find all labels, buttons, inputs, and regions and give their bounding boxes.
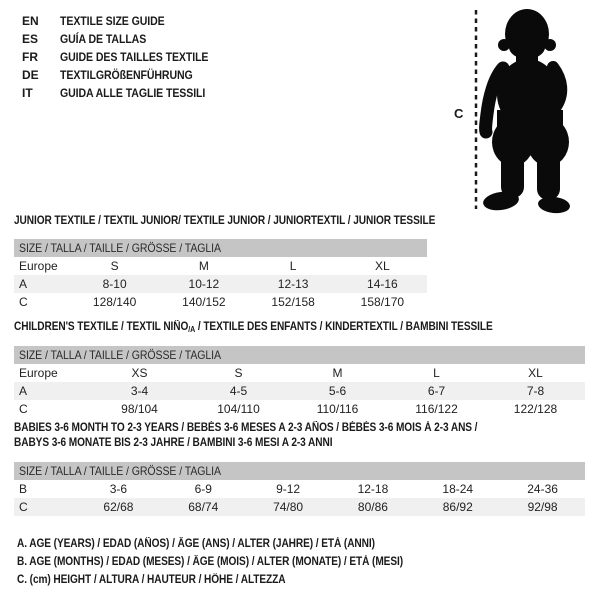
cell: 24-36: [527, 482, 558, 496]
junior-table-title: [14, 215, 493, 227]
row-label: C: [19, 295, 28, 309]
guide-title: TEXTILGRÖßENFÜHRUNG: [60, 68, 193, 82]
cell: 4-5: [229, 384, 248, 398]
cell: 5-6: [328, 384, 347, 398]
lang-row-fr: [22, 48, 229, 66]
row-label: B: [19, 482, 28, 496]
language-title-list: [22, 12, 229, 102]
lang-code: IT: [22, 86, 33, 100]
cell: 10-12: [188, 277, 220, 291]
row-label: A: [19, 384, 28, 398]
cell: 98/104: [121, 402, 158, 416]
cell: 3-4: [130, 384, 149, 398]
row-label: C: [19, 402, 28, 416]
babies-size-table: [14, 462, 585, 516]
legend-age-months: B. AGE (MONTHS) / EDAD (MESES) / ÂGE (MOIS) / ALTER (MONATE) / ETÀ (MESI): [17, 556, 404, 568]
children-size-table: [14, 346, 585, 418]
lang-code: DE: [22, 68, 39, 82]
guide-title: GUIDA ALLE TAGLIE TESSILI: [60, 86, 206, 100]
cell: 152/158: [271, 295, 315, 309]
cell: 18-24: [442, 482, 474, 496]
cell: 6-7: [427, 384, 446, 398]
cell: XL: [375, 259, 390, 273]
cell: 12-13: [277, 277, 309, 291]
lang-row-es: [22, 30, 229, 48]
size-header-text: SIZE / TALLA / TAILLE / GRÖSSE / TAGLIA: [19, 241, 221, 255]
size-header-row: [14, 239, 427, 257]
guide-title: GUIDE DES TAILLES TEXTILE: [60, 50, 209, 64]
cell: 14-16: [367, 277, 398, 291]
children-table-title-text: [14, 321, 493, 334]
lang-code: FR: [22, 50, 38, 64]
table-row-age-months: [14, 480, 585, 498]
cell: 86/92: [442, 500, 473, 514]
cell: 104/110: [217, 402, 260, 416]
junior-size-table: [14, 239, 427, 311]
cell: 74/80: [273, 500, 304, 514]
cell: 116/122: [415, 402, 458, 416]
title-suffix: / TEXTILE DES ENFANTS / KINDERTEXTIL / BAMBINI TESSILE: [195, 321, 493, 333]
cell: S: [110, 259, 119, 273]
row-label: Europe: [19, 366, 58, 380]
guide-title: GUÍA DE TALLAS: [60, 32, 147, 46]
lang-row-it: [22, 84, 229, 102]
cell: M: [198, 259, 209, 273]
cell: 110/116: [316, 402, 359, 416]
toddler-silhouette-icon: [440, 2, 600, 214]
cell: 158/170: [360, 295, 405, 309]
measurement-legend: [17, 535, 456, 589]
size-header-row: [14, 462, 585, 480]
cell: 8-10: [102, 277, 127, 291]
table-row-height: [14, 293, 427, 311]
cell: L: [289, 259, 297, 273]
cell: 80/86: [357, 500, 388, 514]
cell: 12-18: [357, 482, 389, 496]
table-row-europe: [14, 257, 427, 275]
cell: 140/152: [182, 295, 226, 309]
legend-height-cm: C. (cm) HEIGHT / ALTURA / HAUTEUR / HÖHE / ALTEZZA: [17, 574, 286, 586]
table-row-age: [14, 382, 585, 400]
row-label: Europe: [19, 259, 58, 273]
cell: 68/74: [188, 500, 219, 514]
cell: 62/68: [103, 500, 134, 514]
title-subscript: /A: [188, 325, 196, 334]
cell: 92/98: [527, 500, 558, 514]
cell: XS: [131, 366, 148, 380]
lang-row-en: [22, 12, 229, 30]
toddler-figure: [440, 2, 600, 214]
cell: 9-12: [276, 482, 301, 496]
cell: 7-8: [526, 384, 545, 398]
legend-age-years: A. AGE (YEARS) / EDAD (AÑOS) / ÂGE (ANS) / ALTER (JAHRE) / ETÀ (ANNI): [17, 538, 375, 550]
lang-code: ES: [22, 32, 39, 46]
size-header-row: [14, 346, 585, 364]
guide-title: TEXTILE SIZE GUIDE: [60, 14, 165, 28]
table-row-height: [14, 400, 585, 418]
lang-code: EN: [22, 14, 39, 28]
cell: S: [234, 366, 243, 380]
row-label: C: [19, 500, 28, 514]
cell: 122/128: [513, 402, 558, 416]
size-header-text: SIZE / TALLA / TAILLE / GRÖSSE / TAGLIA: [19, 348, 221, 362]
children-table-title: [14, 321, 558, 334]
cell: 6-9: [194, 482, 212, 496]
junior-table-title-text: JUNIOR TEXTILE / TEXTIL JUNIOR/ TEXTILE JUNIOR / JUNIORTEXTIL / JUNIOR TESSILE: [14, 215, 436, 227]
height-measure-label: C: [454, 106, 464, 121]
cell: 128/140: [92, 295, 137, 309]
row-label: A: [19, 277, 28, 291]
table-row-age: [14, 275, 427, 293]
toddler-silhouette-shape: [482, 9, 571, 214]
cell: M: [332, 366, 343, 380]
lang-row-de: [22, 66, 229, 84]
table-row-europe: [14, 364, 585, 382]
cell: XL: [528, 366, 543, 380]
size-header-text: SIZE / TALLA / TAILLE / GRÖSSE / TAGLIA: [19, 464, 221, 478]
babies-table-title: [14, 421, 541, 451]
table-row-height: [14, 498, 585, 516]
cell: 3-6: [109, 482, 128, 496]
babies-title-line1: BABIES 3-6 MONTH TO 2-3 YEARS / BEBÉS 3-6 MESES A 2-3 AÑOS / BÉBÉS 3-6 MOIS À 2-3 ANS /: [14, 422, 478, 434]
babies-title-line2: BABYS 3-6 MONATE BIS 2-3 JAHRE / BAMBINI 3-6 MESI A 2-3 ANNI: [14, 437, 333, 449]
cell: L: [433, 366, 440, 380]
title-prefix: CHILDREN'S TEXTILE / TEXTIL NIÑO: [14, 321, 189, 333]
